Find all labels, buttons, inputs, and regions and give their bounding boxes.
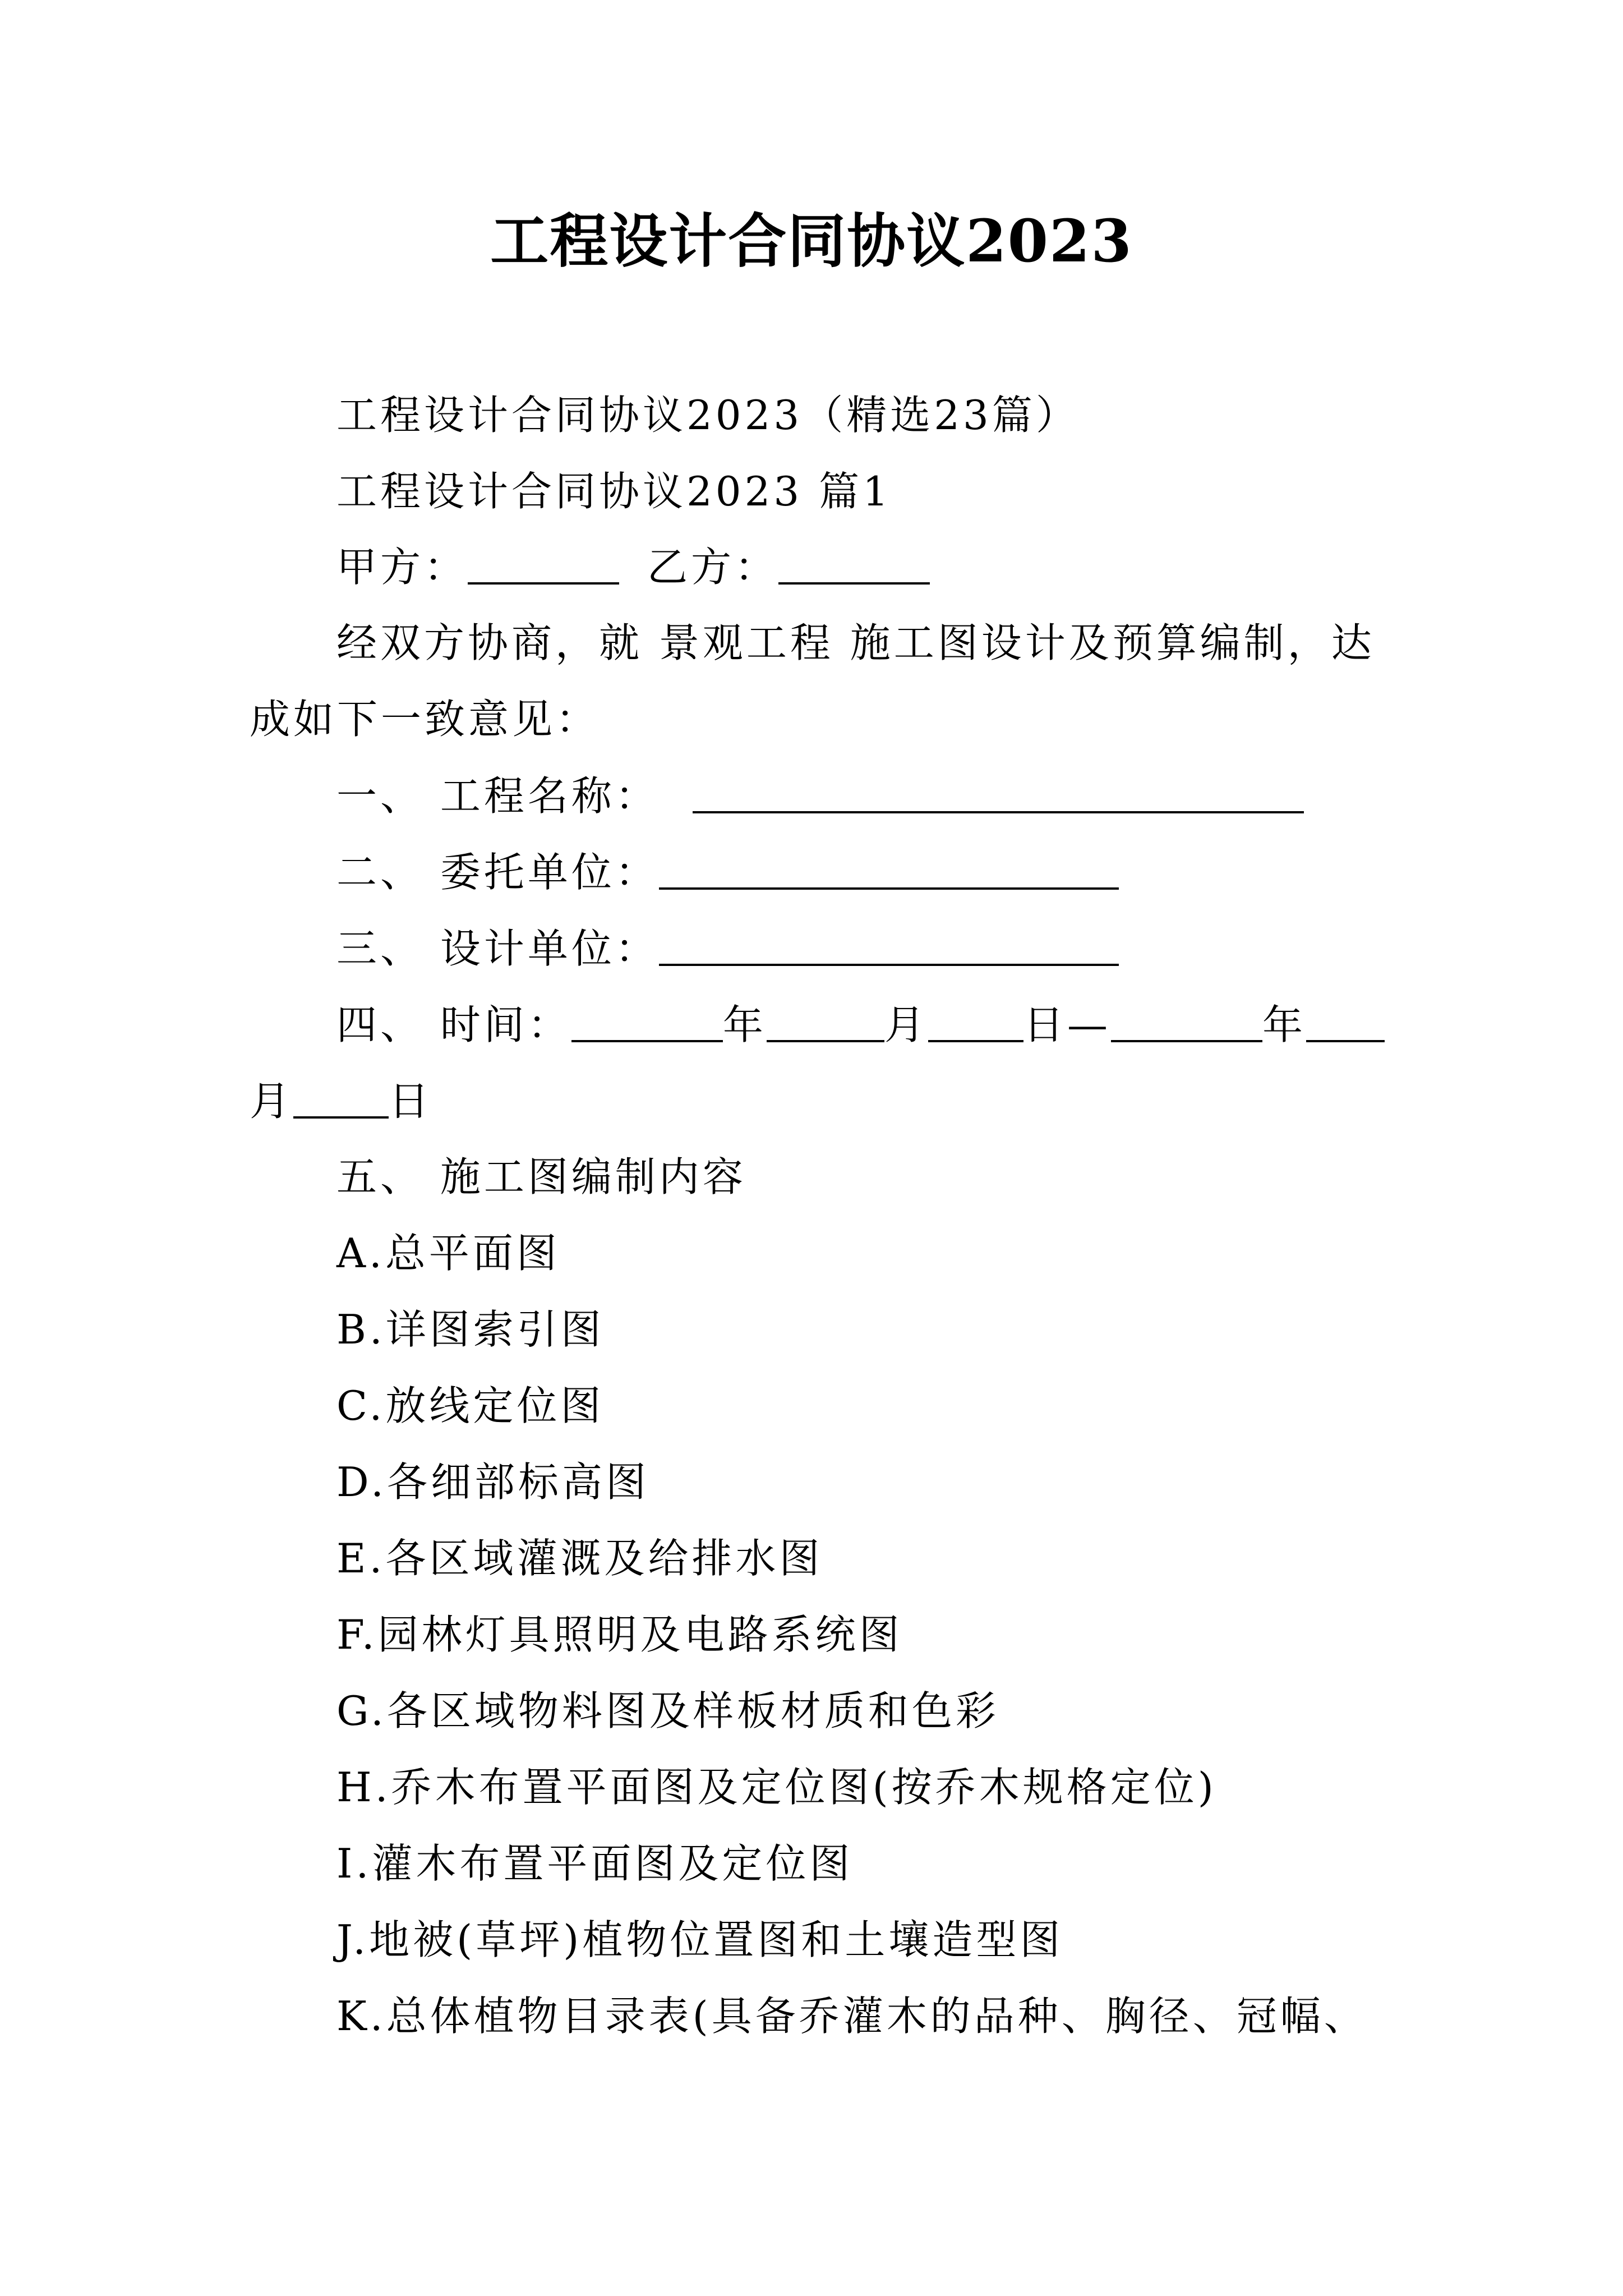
- date-dash: —: [1067, 1001, 1111, 1048]
- party-b-blank: [778, 542, 930, 585]
- item-project-name: [336, 767, 1304, 824]
- document-title: 工程设计合同协议2023: [490, 206, 1133, 275]
- end-year-label: 年: [1262, 1001, 1306, 1048]
- project-name-blank: [693, 771, 1304, 813]
- end-month-label: 月: [250, 1078, 294, 1125]
- content-item: K.总体植物目录表(具备乔灌木的品种、胸径、冠幅、: [336, 1993, 1368, 2040]
- client-label: 二、 委托单位：: [336, 849, 659, 896]
- content-item: G.各区域物料图及样板材质和色彩: [336, 1687, 999, 1734]
- content-item: B.详图索引图: [336, 1306, 605, 1353]
- item-designer: [336, 920, 1119, 977]
- content-item: E.各区域灌溉及给排水图: [336, 1535, 823, 1582]
- item-contents-heading: 五、 施工图编制内容: [336, 1153, 746, 1200]
- start-year-label: 年: [722, 1001, 767, 1048]
- party-a-blank: [468, 542, 619, 585]
- end-day-blank: [293, 1076, 389, 1119]
- time-label: 四、 时间：: [336, 1001, 571, 1048]
- content-item: D.各细部标高图: [336, 1458, 650, 1506]
- item-time-line-2: [250, 1073, 432, 1129]
- intro-line-1: 经双方协商，就 景观工程 施工图设计及预算编制，达: [336, 619, 1375, 666]
- item-time-line-1: [336, 996, 1385, 1053]
- start-year-blank: [571, 1000, 723, 1042]
- intro-line-2: 成如下一致意见：: [250, 696, 600, 743]
- end-month-blank-part: [1306, 1000, 1385, 1042]
- project-name-label: 一、 工程名称：: [336, 772, 659, 820]
- start-month-label: 月: [884, 1001, 928, 1048]
- end-day-label: 日: [389, 1078, 433, 1125]
- start-day-blank: [928, 1000, 1023, 1042]
- subtitle-line: 工程设计合同协议2023（精选23篇）: [336, 392, 1080, 439]
- start-day-label: 日: [1023, 1001, 1067, 1048]
- content-item: F.园林灯具照明及电路系统图: [336, 1611, 903, 1658]
- party-a-label: 甲方：: [336, 544, 468, 591]
- start-month-blank: [767, 1000, 884, 1042]
- content-item: I.灌木布置平面图及定位图: [336, 1840, 854, 1887]
- content-item: C.放线定位图: [336, 1382, 605, 1429]
- content-item: J.地被(草坪)植物位置图和土壤造型图: [336, 1916, 1064, 1963]
- end-year-blank: [1111, 1000, 1262, 1042]
- parties-line: [336, 539, 930, 595]
- designer-label: 三、 设计单位：: [336, 925, 659, 972]
- content-item: H.乔木布置平面图及定位图(按乔木规格定位): [336, 1764, 1217, 1811]
- party-b-label: 乙方：: [647, 544, 779, 591]
- content-item: A.总平面图: [336, 1230, 560, 1277]
- client-blank: [659, 847, 1119, 890]
- designer-blank: [659, 923, 1119, 966]
- item-client: [336, 844, 1119, 900]
- section-heading: 工程设计合同协议2023 篇1: [336, 468, 892, 515]
